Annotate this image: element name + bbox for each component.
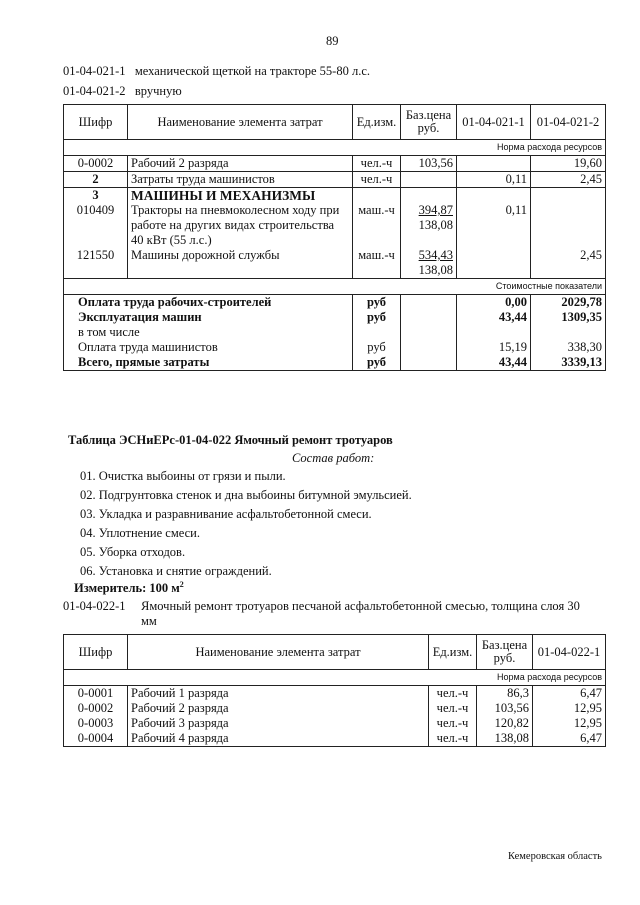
header-cell: Наименование элемента затрат <box>128 105 353 140</box>
cost-value: 1309,35 <box>531 310 606 325</box>
header-cell: Шифр <box>64 635 128 670</box>
cell-code: 2 <box>64 172 128 188</box>
cell-value: 2,45 <box>531 248 606 279</box>
header-cell: Баз.цена руб. <box>477 635 533 670</box>
cell-code: 121550 <box>64 248 128 279</box>
cell-price: 138,08 <box>418 218 453 232</box>
variant-text: Ямочный ремонт тротуаров песчаной асфальтобетонной смесью, толщина слоя 30 <box>141 599 580 613</box>
cost-name: Эксплуатация машин <box>64 310 353 325</box>
cell-unit: чел.-ч <box>429 686 477 702</box>
cell-unit: маш.-ч <box>358 203 395 217</box>
cost-value: 43,44 <box>457 310 531 325</box>
cell-unit: чел.-ч <box>429 716 477 731</box>
cost-value: 0,00 <box>457 295 531 311</box>
norm-label: Норма расхода ресурсов <box>64 140 606 156</box>
cost-row <box>64 325 606 340</box>
cell-unit: чел.-ч <box>353 156 401 172</box>
table-header <box>64 105 606 140</box>
cell-price: 103,56 <box>477 701 533 716</box>
cell-price: 394,87 <box>418 203 453 217</box>
cost-name: в том числе <box>64 325 353 340</box>
table-row <box>64 188 606 249</box>
header-cell: Наименование элемента затрат <box>128 635 429 670</box>
meter-label: Измеритель: 100 м <box>74 581 180 596</box>
cost-unit: руб <box>353 310 401 325</box>
cost-value: 43,44 <box>457 355 531 371</box>
meter <box>74 580 184 596</box>
header-cell: Баз.цена руб. <box>401 105 457 140</box>
cell-price: 138,08 <box>418 263 453 277</box>
cost-unit: руб <box>353 355 401 371</box>
cost-row <box>64 310 606 325</box>
table-row <box>64 701 606 716</box>
cell-unit: чел.-ч <box>353 172 401 188</box>
resource-table-1 <box>63 104 606 371</box>
cell-value: 6,47 <box>533 731 606 747</box>
cost-name: Оплата труда рабочих-строителей <box>64 295 353 311</box>
footer-region: Кемеровская область <box>508 851 602 862</box>
variant-text: мм <box>141 614 157 628</box>
cell-unit: чел.-ч <box>429 731 477 747</box>
cell-price: 120,82 <box>477 716 533 731</box>
norm-label: Норма расхода ресурсов <box>64 670 606 686</box>
header-cell: Ед.изм. <box>429 635 477 670</box>
variant-line <box>63 64 370 79</box>
cost-value: 15,19 <box>457 340 531 355</box>
cell-value <box>457 248 531 279</box>
variant-line <box>63 84 182 99</box>
cell-value: 6,47 <box>533 686 606 702</box>
cell-unit: маш.-ч <box>353 248 401 279</box>
cell-price <box>401 172 457 188</box>
cost-value: 3339,13 <box>531 355 606 371</box>
section-title: Таблица ЭСНиЕРс-01-04-022 Ямочный ремонт тротуаров <box>68 433 393 447</box>
table-row <box>64 686 606 702</box>
cell-code: 0-0002 <box>64 701 128 716</box>
cost-label: Стоимостные показатели <box>64 279 606 295</box>
variant-code: 01-04-021-2 <box>63 84 126 98</box>
cell-name: Рабочий 2 разряда <box>128 156 353 172</box>
cost-row <box>64 340 606 355</box>
cell-value: 12,95 <box>533 716 606 731</box>
table-row <box>64 248 606 279</box>
cost-name: Оплата труда машинистов <box>64 340 353 355</box>
cell-name: Затраты труда машинистов <box>128 172 353 188</box>
cost-unit: руб <box>353 295 401 311</box>
table-row <box>64 731 606 747</box>
cell-code: 0-0003 <box>64 716 128 731</box>
cost-row <box>64 355 606 371</box>
cell-name: Рабочий 1 разряда <box>128 686 429 702</box>
work-item: 02. Подгрунтовка стенок и дна выбоины битумной эмульсией. <box>80 488 412 502</box>
cost-row <box>64 295 606 311</box>
variant-code: 01-04-022-1 <box>63 599 126 613</box>
header-cell: Ед.изм. <box>353 105 401 140</box>
cell-name: Рабочий 2 разряда <box>128 701 429 716</box>
cell-price: 103,56 <box>401 156 457 172</box>
cell-price: 86,3 <box>477 686 533 702</box>
work-item: 03. Укладка и разравнивание асфальтобетонной смеси. <box>80 507 372 521</box>
cell-price: 534,43 <box>418 248 453 262</box>
cost-name: Всего, прямые затраты <box>64 355 353 371</box>
table-header <box>64 635 606 670</box>
cell-name: Машины дорожной службы <box>128 248 353 279</box>
section-title: МАШИНЫ И МЕХАНИЗМЫ <box>131 188 316 203</box>
cell-code: 0-0001 <box>64 686 128 702</box>
work-item: 01. Очистка выбоины от грязи и пыли. <box>80 469 286 483</box>
header-cell: Шифр <box>64 105 128 140</box>
cell-code: 3 <box>92 188 99 202</box>
work-item: 05. Уборка отходов. <box>80 545 186 559</box>
cell-value <box>457 156 531 172</box>
resource-table-2 <box>63 634 606 747</box>
work-item: 06. Установка и снятие ограждений. <box>80 564 272 578</box>
table-row <box>64 156 606 172</box>
cell-code: 010409 <box>76 203 115 217</box>
cost-unit: руб <box>353 340 401 355</box>
header-cell: 01-04-022-1 <box>533 635 606 670</box>
page-number: 89 <box>326 34 339 48</box>
cell-value: 19,60 <box>531 156 606 172</box>
section-subtitle: Состав работ: <box>292 451 375 465</box>
variant-code: 01-04-021-1 <box>63 64 126 78</box>
work-item: 04. Уплотнение смеси. <box>80 526 200 540</box>
cell-value: 0,11 <box>505 203 527 217</box>
cell-price: 138,08 <box>477 731 533 747</box>
cell-unit: чел.-ч <box>429 701 477 716</box>
cell-name: Рабочий 4 разряда <box>128 731 429 747</box>
header-cell: 01-04-021-1 <box>457 105 531 140</box>
cell-value: 12,95 <box>533 701 606 716</box>
cost-value: 2029,78 <box>531 295 606 311</box>
table-row <box>64 716 606 731</box>
cell-code: 0-0002 <box>64 156 128 172</box>
header-cell: 01-04-021-2 <box>531 105 606 140</box>
meter-sup: 2 <box>179 580 184 589</box>
cell-value: 2,45 <box>531 172 606 188</box>
table-row <box>64 172 606 188</box>
cell-name: Тракторы на пневмоколесном ходу при работе на других видах строительства 40 кВт (55 л.с.) <box>131 203 340 247</box>
cell-code: 0-0004 <box>64 731 128 747</box>
cost-value: 338,30 <box>531 340 606 355</box>
cell-name: Рабочий 3 разряда <box>128 716 429 731</box>
variant-text: вручную <box>134 84 182 98</box>
cell-value: 0,11 <box>457 172 531 188</box>
variant-text: механической щеткой на тракторе 55-80 л.с. <box>134 64 370 78</box>
